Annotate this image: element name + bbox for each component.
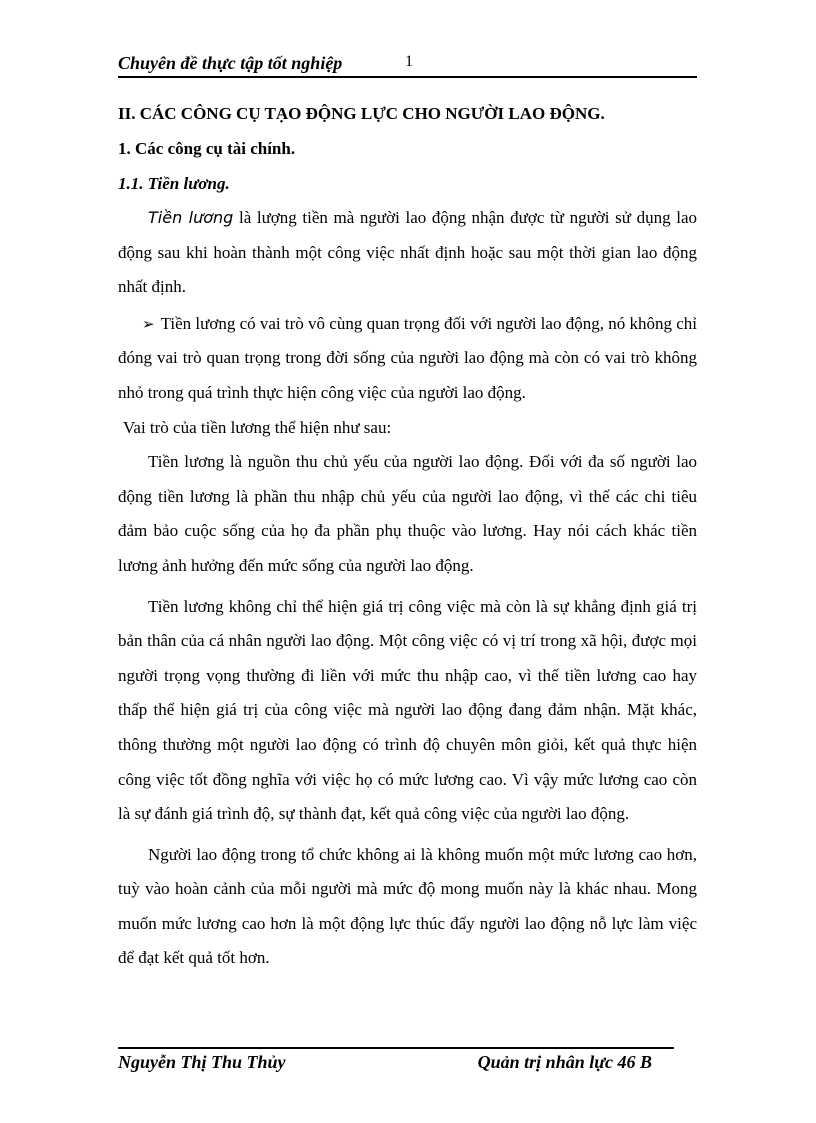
- page-header: [118, 50, 697, 78]
- roles-intro: Vai trò của tiền lương thể hiện như sau:: [123, 417, 392, 437]
- body-paragraph: Người lao động trong tổ chức không ai là không muốn một mức lương cao hơn, tuỳ vào hoàn cảnh của mỗi người mà mức độ mong muốn này là khác nhau. Mong muốn mức lương cao hơn là một động lực thúc đẩy người lao động nỗ lực làm việc để đạt kết quả tốt hơn.: [118, 844, 697, 968]
- body-paragraph: Tiền lương không chỉ thể hiện giá trị công việc mà còn là sự khẳng định giá trị bản thân của cá nhân người lao động. Một công việc có vị trí trong xã hội, được mọi người trọng vọng thường đi liền với mức thu nhập cao, vì thế tiền lương cao hay thấp thể hiện giá trị của công việc mà người lao động đang đảm nhận. Mặt khác, thông thường một người lao động có trình độ chuyên môn giỏi, kết quả thực hiện công việc tốt đồng nghĩa với việc họ có mức lương cao. Vì vậy mức lương cao còn là sự đánh giá trình độ, sự thành đạt, kết quả công việc của người lao động.: [118, 596, 697, 824]
- document-body: [118, 100, 697, 976]
- footer-department: Quản trị nhân lực 46 B: [477, 1052, 652, 1072]
- footer-author: Nguyễn Thị Thu Thủy: [118, 1052, 286, 1072]
- definition-paragraph: [118, 201, 697, 305]
- section-heading: II. CÁC CÔNG CỤ TẠO ĐỘNG LỰC CHO NGƯỜI LAO ĐỘNG.: [118, 104, 605, 123]
- subsubsection-heading: 1.1. Tiền lương.: [118, 174, 230, 193]
- subsection-heading: 1. Các công cụ tài chính.: [118, 139, 296, 158]
- body-paragraph: Tiền lương là nguồn thu chủ yếu của người lao động. Đối với đa số người lao động tiền lương là phần thu nhập chủ yếu của người lao động, vì thế các chi tiêu đảm bảo cuộc sống của họ đa phần phụ thuộc vào lương. Hay nói cách khác tiền lương ảnh hưởng đến mức sống của người lao động.: [118, 452, 697, 575]
- bullet-paragraph: [118, 307, 697, 411]
- definition-term: Tiền lương: [148, 208, 234, 227]
- page-footer: [118, 1047, 674, 1077]
- page-number: 1: [405, 53, 413, 70]
- bullet-text: Tiền lương có vai trò vô cùng quan trọng đối với người lao động, nó không chỉ đóng vai trò quan trọng trong đời sống của người lao động mà còn có vai trò không nhỏ trong quá trình thực hiện công việc của người lao động.: [118, 313, 697, 402]
- arrow-bullet-icon: ➢: [142, 314, 155, 333]
- definition-text: là lượng tiền mà người lao động nhận được từ người sử dụng lao động sau khi hoàn thành một công việc nhất định hoặc sau một thời gian lao động nhất định.: [118, 208, 697, 297]
- header-title: Chuyên đề thực tập tốt nghiệp: [118, 53, 343, 73]
